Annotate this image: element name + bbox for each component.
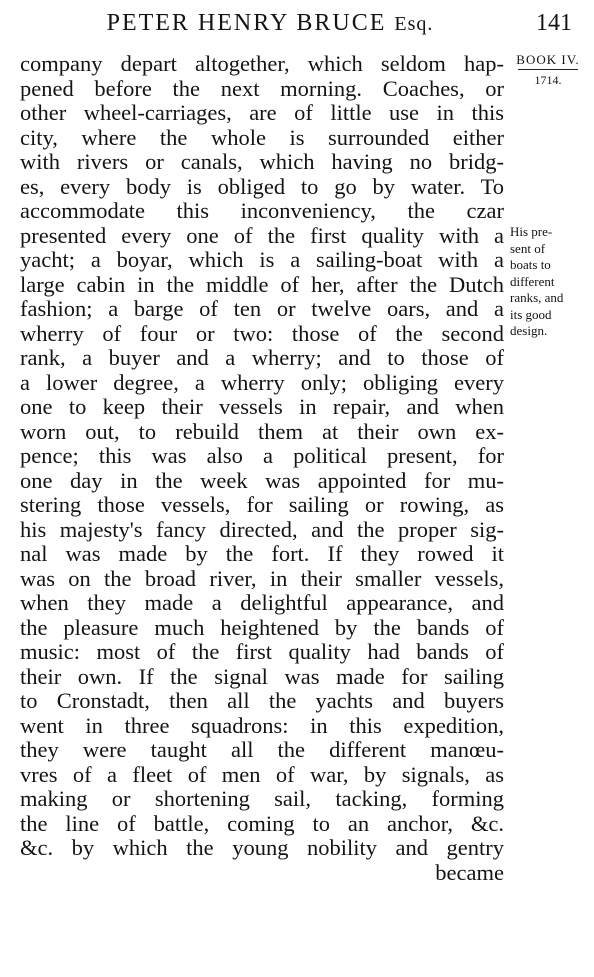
text-line: large cabin in the middle of her, after the Dutch xyxy=(20,271,504,297)
side-note-line: design. xyxy=(510,323,548,338)
margin-year: 1714. xyxy=(534,73,562,87)
text-line: accommodate this inconveniency, the czar xyxy=(20,198,504,223)
side-note-line: sent of xyxy=(510,240,546,256)
running-title-suffix: Esq. xyxy=(394,13,434,35)
margin-rule xyxy=(518,69,578,70)
text-line: they were taught all the different manœu- xyxy=(20,737,504,762)
text-line: to Cronstadt, then all the yachts and buyers xyxy=(20,688,504,713)
text-line: worn out, to rebuild them at their own ex- xyxy=(20,418,504,444)
side-note xyxy=(510,224,590,340)
side-note-line: ranks, and xyxy=(510,290,564,305)
text-line: one day in the week was appointed for mu- xyxy=(20,467,504,493)
page-number: 141 xyxy=(536,10,572,36)
text-line: pened before the next morning. Coaches, or xyxy=(20,75,504,101)
text-line: fashion; a barge of ten or twelve oars, and a xyxy=(20,296,504,321)
text-line: his majesty's fancy directed, and the proper sig- xyxy=(20,516,504,542)
margin-book-year xyxy=(510,52,586,87)
text-line: went in three squadrons: in this expedition, xyxy=(20,712,504,738)
text-line: stering those vessels, for sailing or rowing, as xyxy=(20,492,504,517)
text-line: nal was made by the fort. If they rowed it xyxy=(20,541,504,566)
running-title: PETER HENRY BRUCE xyxy=(106,10,387,36)
text-line: making or shortening sail, tacking, forming xyxy=(20,786,504,811)
side-note-line: different xyxy=(510,273,555,289)
text-line: the pleasure much heightened by the bands of xyxy=(20,614,504,640)
side-note-line: its good xyxy=(510,306,552,322)
text-line: their own. If the signal was made for sailing xyxy=(20,663,504,689)
text-line: was on the broad river, in their smaller vessels, xyxy=(20,565,504,591)
text-line: vres of a fleet of men of war, by signals, as xyxy=(20,761,504,787)
text-line: when they made a delightful appearance, and xyxy=(20,590,504,615)
text-line: other wheel-carriages, are of little use in this xyxy=(20,100,504,125)
text-line: es, every body is obliged to go by water. To xyxy=(20,173,504,199)
text-line: the line of battle, coming to an anchor, &c. xyxy=(20,810,504,836)
side-note-line: boats to xyxy=(510,257,551,272)
margin-book-label: BOOK IV. xyxy=(516,52,580,67)
text-line: wherry of four or two: those of the second xyxy=(20,320,504,346)
text-line: rank, a buyer and a wherry; and to those of xyxy=(20,345,504,370)
side-note-line: His pre- xyxy=(510,224,553,239)
text-line: presented every one of the first quality with a xyxy=(20,222,504,248)
text-line: company depart altogether, which seldom hap- xyxy=(20,51,504,76)
body-text xyxy=(20,52,504,885)
text-line: one to keep their vessels in repair, and when xyxy=(20,394,504,419)
text-line: pence; this was also a political present, for xyxy=(20,443,504,468)
text-line: with rivers or canals, which having no bridg- xyxy=(20,149,504,174)
text-line: &c. by which the young nobility and gentry xyxy=(20,835,504,860)
text-line: a lower degree, a wherry only; obliging every xyxy=(20,369,504,395)
text-line: yacht; a boyar, which is a sailing-boat with a xyxy=(20,247,504,272)
text-line: music: most of the first quality had bands of xyxy=(20,639,504,664)
running-head xyxy=(30,10,510,37)
catchword: became xyxy=(435,859,504,885)
text-line: city, where the whole is surrounded either xyxy=(20,124,504,150)
